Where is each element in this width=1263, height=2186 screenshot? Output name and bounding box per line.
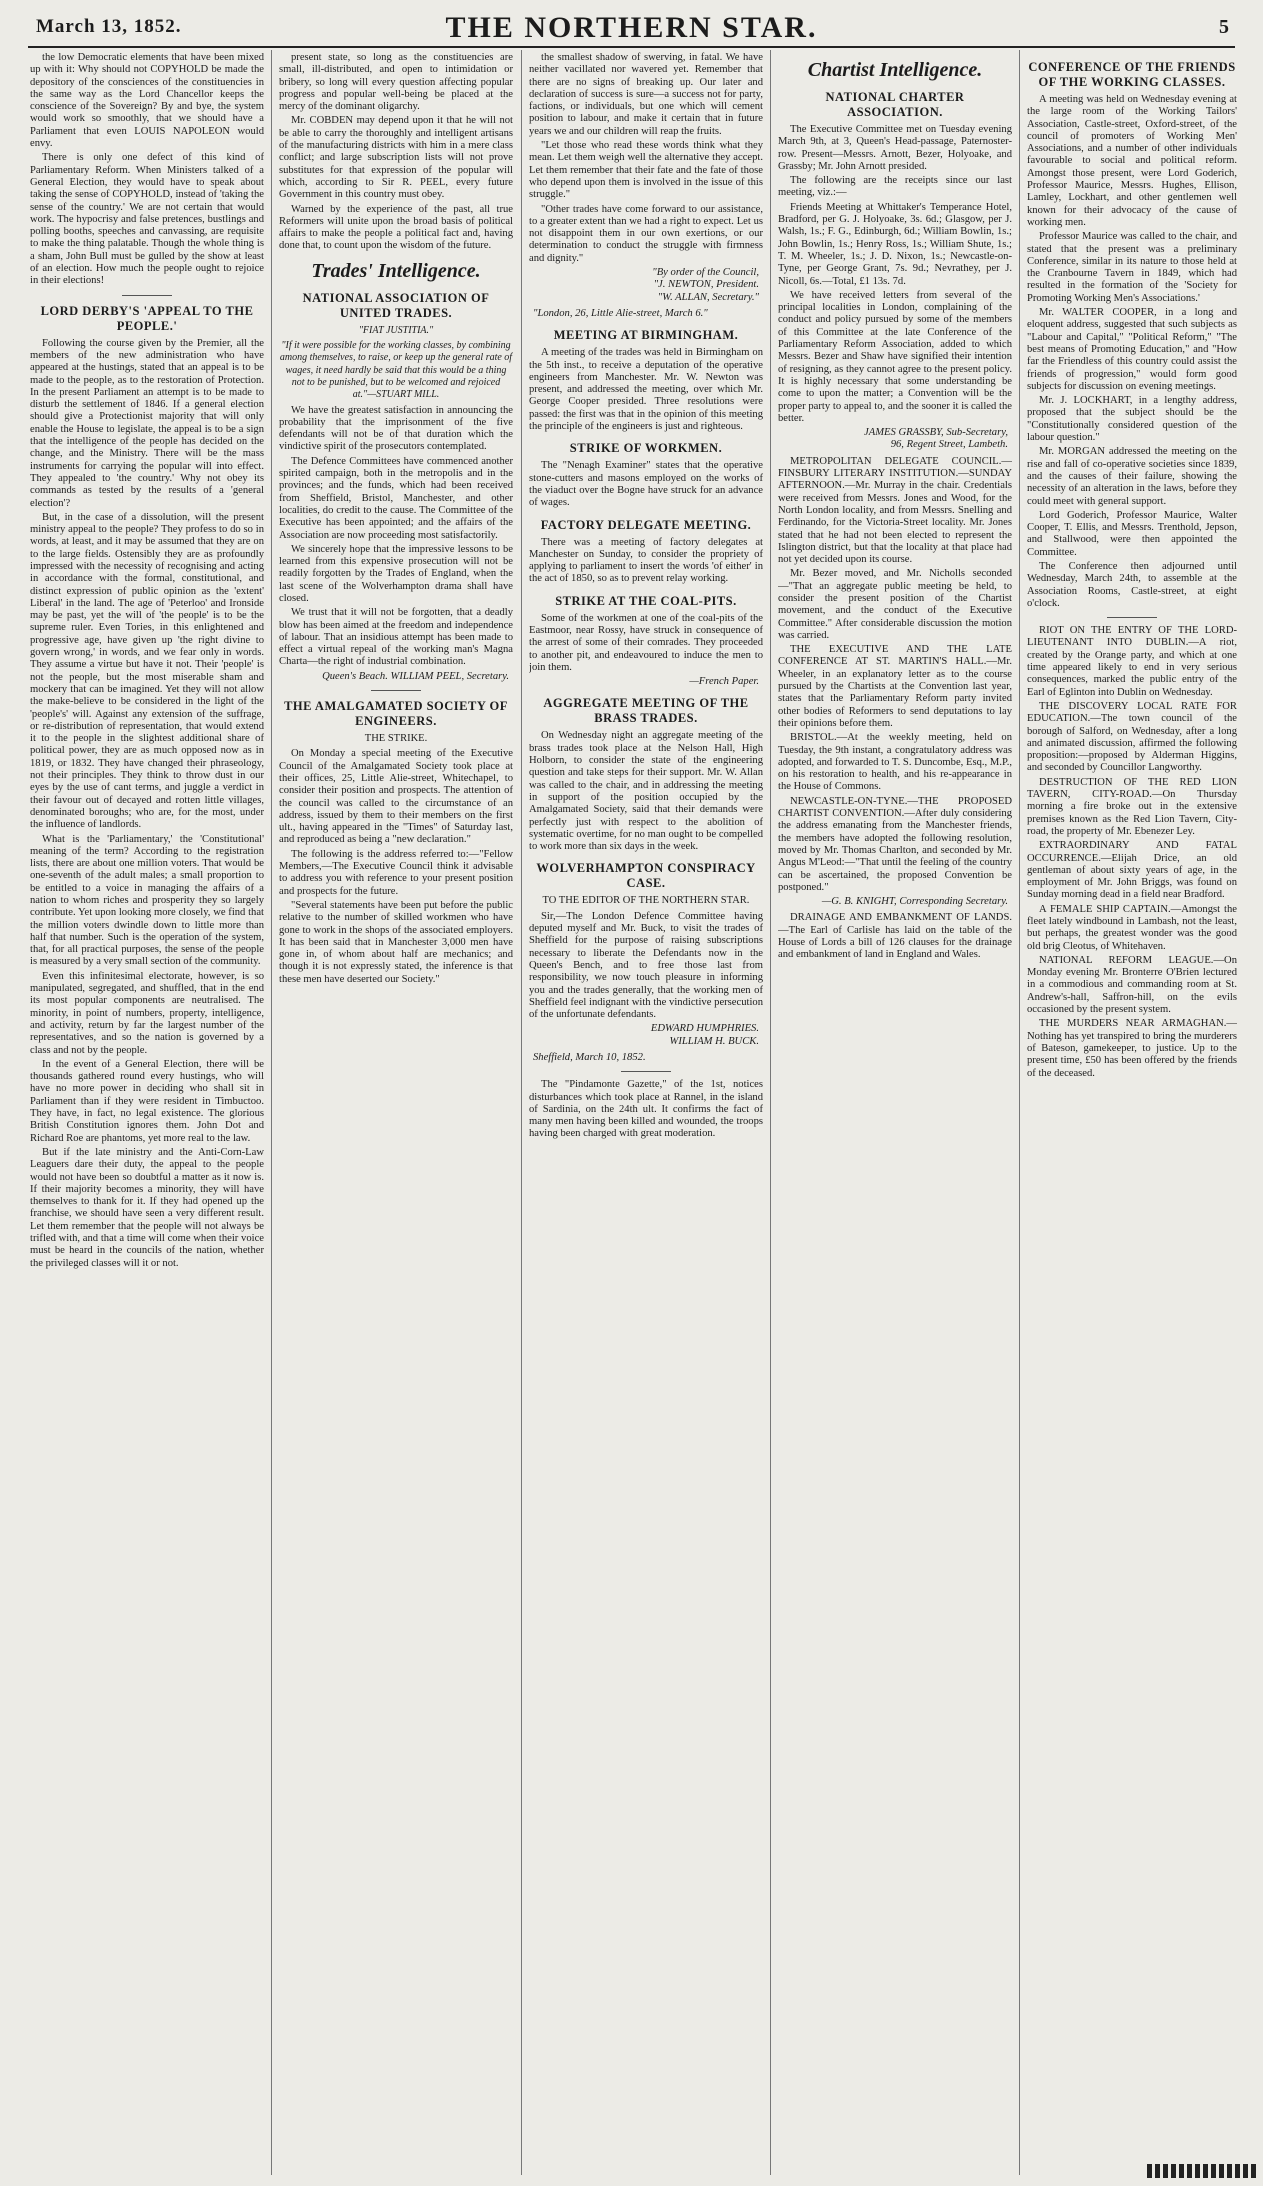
article-paragraph: the low Democratic elements that have been mixed up with it: Why should not COPYHOLD be made the depository of the consciences of the constituencies in the same way as the Lord Chancellor keeps the conscience of the Sovereign? By and bye, the system would work so smoothly, that we should have a Parliament that even LOUIS NAPOLEON would envy. xyxy=(30,52,264,150)
article-paragraph: METROPOLITAN DELEGATE COUNCIL.—FINSBURY LITERARY INSTITUTION.—SUNDAY AFTERNOON.—Mr. Murray in the chair. Credentials were received from Messrs. Jones and Wood, for the North London locality, and from Messrs. Snelling and Ferdinando, for the Victoria-Street locality. Mr. Jones stated that he had not been elected to represent the Islington district, but that the locality at that place had not yet decided upon its course. xyxy=(778,455,1012,566)
article-paragraph: A meeting of the trades was held in Birmingham on the 5th inst., to receive a deputation of the operative engineers from Manchester. Mr. W. Newton was present, and addressed the meeting, over which Mr. George Cooper presided. Three resolutions were passed: the first was that in the opinion of this meeting the principle of the engineers is just and righteous. xyxy=(529,347,763,433)
separator xyxy=(371,690,421,691)
column-rule xyxy=(770,50,771,2175)
article-heading: NATIONAL CHARTER ASSOCIATION. xyxy=(825,90,965,119)
signature: EDWARD HUMPHRIES. WILLIAM H. BUCK. xyxy=(650,1023,759,1047)
article-paragraph: "Several statements have been put before the public relative to the number of skilled workmen who have gone to work in the shops of the associated employers. It has been said that in Manchester 3,000 men have gone in, of whom about half are mechanics; and though it is not expressly stated, the inference is that these men have deserted our Society." xyxy=(279,899,513,985)
article-paragraph: NATIONAL REFORM LEAGUE.—On Monday evening Mr. Bronterre O'Brien lectured in a commodious and commanding room at St. Andrew's-hall, Saffron-hill, on the evils occasioned by the present system. xyxy=(1027,954,1237,1016)
article-paragraph: EXTRAORDINARY AND FATAL OCCURRENCE.—Elijah Drice, an old gentleman of about sixty years of age, in the employment of Mr. John Briggs, was found on Sunday morning dead in a field near Bradford. xyxy=(1027,840,1237,901)
article-paragraph: A FEMALE SHIP CAPTAIN.—Amongst the fleet lately windbound in Lambash, not the least, but perhaps, the greatest wonder was the good old brig Cleotus, of Whitehaven. xyxy=(1027,903,1237,952)
epigraph: "If it were possible for the working classes, by combining among themselves, to raise, or keep up the general rate of wages, it need hardly be said that this would be a thing not to be punished, but to be welcomed and rejoiced at."—STUART MILL. xyxy=(279,340,513,401)
article-paragraph: Following the course given by the Premier, all the members of the new administration who have appeared at the hustings, stated that an appeal is to be made to the people, as to the restoration of Protection. In the present Parliament an attempt is to be made to disturb the settlement of 1846. If a general election should give a Protectionist majority that will only enable the House to legislate, the appeal is to be a sign that the intelligence of the people has decided on the change, and the Ministry. There will be the mass instruments for carrying the popular will into effect. They appealed to 'the country.' Why not obey its commands as tested by the results of a 'general election'? xyxy=(30,337,264,509)
article-paragraph: THE DISCOVERY LOCAL RATE FOR EDUCATION.—The town council of the borough of Salford, on Wednesday, after a long and animated discussion, affirmed the following proposition:—proposed by Alderman Higgins, and seconded by Councillor Langworthy. xyxy=(1027,700,1237,774)
separator xyxy=(621,1071,671,1072)
article-paragraph: The following are the receipts since our last meeting, viz.:— xyxy=(778,175,1012,199)
signature: —G. B. KNIGHT, Corresponding Secretary. xyxy=(821,896,1008,908)
article-paragraph: What is the 'Parliamentary,' the 'Constitutional' meaning of the term? According to the registration lists, there are about one million voters. That would be one-seventh of the adult males; a small proportion to be entitled to a voice in managing the affairs of a nation to whom riches and prosperity they so largely contribute. Yet upon looking more closely, we find that the million voters dwindle down to little more than half that number. Such is the operation of the system, that, for all practical purposes, the sense of the people is measured by a very small section of the community. xyxy=(30,833,264,968)
article-heading: LORD DERBY'S 'APPEAL TO THE PEOPLE.' xyxy=(40,303,254,333)
article-paragraph: On Monday a special meeting of the Executive Council of the Amalgamated Society took place at their offices, 25, Little Alie-street, Whitechapel, to consider their position and prospects. The attention of the council was called to the circumstance of an address, issued by them to their members on the first ult., having appeared in the "Times" of Saturday last, and reproduced as being a "new declaration." xyxy=(279,748,513,846)
article-heading: MEETING AT BIRMINGHAM. xyxy=(553,328,739,343)
article-paragraph: Professor Maurice was called to the chair, and stated that the present was a preliminary Conference, similar in its nature to those held at the Cranbourne Tavern in 1849, which had resulted in the formation of the 'Society for Promoting Working Men's Associations.' xyxy=(1027,231,1237,304)
newspaper-title: THE NORTHERN STAR. xyxy=(445,11,818,44)
article-paragraph: But if the late ministry and the Anti-Corn-Law Leaguers dare their duty, the appeal to the people would not have been so doubtful a matter as it now is. If their majority becomes a minority, they will have themselves to thank for it. If they had opened up the franchise, we should have seen a very different result. Let them remember that the people will not always be trifled with, and that a time will come when their voice must be heard in the councils of the nation, whether the privileged classes will it or not. xyxy=(30,1146,264,1269)
signature: "By order of the Council, "J. NEWTON, President. "W. ALLAN, Secretary." xyxy=(652,267,759,303)
article-paragraph: present state, so long as the constituencies are small, ill-distributed, and open to intimidation or bribery, so long will every question affecting popular progress and popular well-being be placed at the mercy of the dominant oligarchy. xyxy=(279,52,513,113)
column-1 xyxy=(30,52,264,2172)
article-heading: AGGREGATE MEETING OF THE BRASS TRADES. xyxy=(543,696,749,726)
article-heading: FACTORY DELEGATE MEETING. xyxy=(540,517,752,532)
page-number: 5 xyxy=(1219,16,1229,38)
article-paragraph: We have the greatest satisfaction in announcing the probability that the imprisonment of the five defendants will not be of that duration which the vindictive spirit of the prosecutors contemplated. xyxy=(279,404,513,453)
article-paragraph: Mr. WALTER COOPER, in a long and eloquent address, suggested that such subjects as "Labour and Capital," "Political Reform," "The best means of Promoting Education," and "How far the Friendless of this country could assist the friends of progression," would form good subjects for discussion on evening meetings. xyxy=(1027,307,1237,392)
article-paragraph: We have received letters from several of the principal localities in London, complaining of the conduct and policy pursued by some of the members of this Committee at the late Conference of the Parliamentary Reform Association, added to which Messrs. Bezer and Shaw have signified their intention of resigning, as they cannot agree to the present policy. It is highly necessary that some understanding be come to upon the matter; a Convention will be the proper party to appeal to, and the sooner it is called the better. xyxy=(778,289,1012,424)
article-paragraph: The Conference then adjourned until Wednesday, March 24th, to assemble at the Association Rooms, Castle-street, at eight o'clock. xyxy=(1027,560,1237,609)
issue-date: March 13, 1852. xyxy=(36,16,182,37)
motto: "FIAT JUSTITIA." xyxy=(358,324,434,336)
article-paragraph: NEWCASTLE-ON-TYNE.—THE PROPOSED CHARTIST CONVENTION.—After duly considering the address emanating from the Manchester friends, the members have adopted the following resolution, moved by Mr. Thomas Charlton, and seconded by Mr. Angus M'Leod:—"That until the feeling of the country can be ascertained, the proposed Convention be postponed." xyxy=(778,795,1012,893)
article-subheading: THE STRIKE. xyxy=(364,733,428,745)
article-paragraph: The "Pindamonte Gazette," of the 1st, notices disturbances which took place at Rannel, in the island of Sardinia, on the 24th ult. It confirms the fact of many men having been killed and wounded, the troops having been charged with great moderation. xyxy=(529,1079,763,1140)
article-paragraph: "Other trades have come forward to our assistance, to a greater extent than we had a right to expect. Let us not disappoint them in our own exertions, or our determination to conduct the struggle with firmness and dignity." xyxy=(529,203,763,264)
article-paragraph: Mr. J. LOCKHART, in a lengthy address, proposed that the subject should be the "Constitutionally considered question of the labour question." xyxy=(1027,395,1237,444)
article-paragraph: There is only one defect of this kind of Parliamentary Reform. When Ministers talked of a General Election, they would have to speak about taking the sense of COPYHOLD, instead of 'taking the sense of the country.' We are not certain that would work. The hypocrisy and false pretences, bustlings and polling booths, speeches and canvassing, are requisite to make the thing palatable. Though the whole thing is a sham, John Bull must be gulled by the show at least of an election. How much the people ought to rejoice in their elections! xyxy=(30,152,264,287)
article-paragraph: A meeting was held on Wednesday evening at the large room of the Working Tailors' Association, Castle-street, Oxford-street, of the council of promoters of Working Men' Associations, and a number of other individuals favourable to social and political reform. Amongst those present, were Lord Goderich, Professor Maurice, Messrs. Hughes, Ellison, Lamley, Lockhart, and other gentlemen well known for their advocacy of the cause of working men. xyxy=(1027,94,1237,228)
article-paragraph: But, in the case of a dissolution, will the present ministry appeal to the people? They profess to do so in words, at least, and it may be assumed that they are on to the large fields. Ostensibly they are as profoundly impressed with the necessity of recognising and acting in accordance with the formal, constitutional, and distinct expression of public opinion as the 'extent' Liberal' in the land. The age of 'Peterloo' and Ironside may be past, yet the will of 'the people' is to be the supreme ruler. Even Tories, in this enlightened and progressive age, have given up 'the right divine to govern wrong,' in words, and we fear only in words. They assume a virtue but have it not. Their 'people' is not the people, but the most miserable sham and mockery that can be imagined. Yet they will not allow the make-believe to be considered in the light of the 'people's' will. Against any extension of the suffrage, or re-distribution of representation, that would extend it to the people in the slightest additional share of political power, they are as much opposed now as in 1819, or 1832. They have changed their phraseology, not their principles. They think to throw dust in our eyes by the use of cant terms, and juggle a verdict in their favour out of decayed and rotten little villages, denominated boroughs; who are, for the most, under the influence of landlords. xyxy=(30,511,264,831)
article-paragraph: On Wednesday night an aggregate meeting of the brass trades took place at the Nelson Hall, High Holborn, to consider the state of the engineering question and take steps for their support. Mr. W. Allan was called to the chair, and in addressing the meeting in support of the position occupied by the Amalgamated Society, said that their demands were perfectly just with respect to the abolition of systematic overtime, for no man ought to be compelled to work more than six days in the week. xyxy=(529,730,763,853)
article-paragraph: We trust that it will not be forgotten, that a deadly blow has been aimed at the freedom and independence of labour. That an insidious attempt has been made to effect a virtual repeal of the working man's Magna Charta—the right of industrial combination. xyxy=(279,607,513,668)
letter-address: TO THE EDITOR OF THE NORTHERN STAR. xyxy=(542,895,750,907)
column-3 xyxy=(529,52,763,2172)
article-heading: STRIKE AT THE COAL-PITS. xyxy=(555,593,737,608)
column-rule xyxy=(271,50,272,2175)
article-heading: WOLVERHAMPTON CONSPIRACY CASE. xyxy=(536,861,756,891)
article-paragraph: We sincerely hope that the impressive lessons to be learned from this expensive prosecution will not be readily forgotten by the Trades of England, when the last scene of the Wolverhampton drama shall have closed. xyxy=(279,543,513,604)
article-paragraph: The "Nenagh Examiner" states that the operative stone-cutters and masons employed on the works of the viaduct over the Bogne have struck for an advance of wages. xyxy=(529,460,763,509)
article-paragraph: Even this infinitesimal electorate, however, is so manipulated, segregated, and shuffled, that in the end its most popular components are neutralised. The minority, in point of numbers, property, intelligence, and activity, return by far the largest number of the representatives, and so the nation is governed by a class and not by the people. xyxy=(30,970,264,1056)
masthead xyxy=(28,8,1235,48)
article-paragraph: The following is the address referred to:—"Fellow Members,—The Executive Council think it advisable to address you with reference to your present position and prospects for the future. xyxy=(279,848,513,897)
article-paragraph: DESTRUCTION OF THE RED LION TAVERN, CITY-ROAD.—On Thursday morning a fire broke out in the extensive premises known as the Red Lion Tavern, City-road, the property of Mr. Ebenezer Ley. xyxy=(1027,776,1237,837)
separator xyxy=(122,295,172,296)
article-paragraph: "Let those who read these words think what they mean. Let them weigh well the alternative they accept. Let them remember that their fate and the fate of those who depend upon them is involved in the issue of this struggle." xyxy=(529,140,763,201)
column-rule xyxy=(521,50,522,2175)
article-paragraph: BRISTOL.—At the weekly meeting, held on Tuesday, the 9th instant, a congratulatory address was adopted, and forwarded to T. S. Duncombe, Esq., M.P., on his restoration to health, and his re-appearance in the House of Commons. xyxy=(778,732,1012,793)
article-paragraph: Mr. COBDEN may depend upon it that he will not be able to carry the thoroughly and intelligent artisans of the manufacturing districts with him in a mere class conflict; and large subscription lists will not prove substitutes for that expression of the popular will which, according to Sir R. PEEL, every future Government in this country must obey. xyxy=(279,115,513,201)
article-paragraph: Lord Goderich, Professor Maurice, Walter Cooper, T. Ellis, and Messrs. Trenthold, Jepson, and Stallwood, were then appointed the Committee. xyxy=(1027,509,1237,558)
column-2 xyxy=(279,52,513,2172)
dateline: "London, 26, Little Alie-street, March 6." xyxy=(533,307,708,319)
article-paragraph: Mr. Bezer moved, and Mr. Nicholls seconded—"That an aggregate public meeting be held, to consider the present position of the Chartist movement, and the conduct of the Executive Committee." After considerable discussion the motion was carried. xyxy=(778,568,1012,641)
column-rule xyxy=(1019,50,1020,2175)
signature: JAMES GRASSBY, Sub-Secretary, 96, Regent Street, Lambeth. xyxy=(864,427,1008,451)
article-paragraph: Some of the workmen at one of the coal-pits of the Eastmoor, near Rossy, have struck in consequence of the arrest of some of their comrades. They proceeded to another pit, and endeavoured to induce the men to join them. xyxy=(529,612,763,673)
article-paragraph: Warned by the experience of the past, all true Reformers will unite upon the broad basis of political affairs to make the people a political fact and, having done that, to count upon the wisdom of the future. xyxy=(279,203,513,252)
article-paragraph: The Executive Committee met on Tuesday evening March 9th, at 3, Queen's Head-passage, Paternoster-row. Present—Messrs. Arnott, Bezer, Holyoake, and Grassby; Mr. John Arnott presided. xyxy=(778,124,1012,172)
dateline: Sheffield, March 10, 1852. xyxy=(533,1052,646,1063)
article-paragraph: RIOT ON THE ENTRY OF THE LORD-LIEUTENANT INTO DUBLIN.—A riot, created by the Orange party, and which at one time appeared likely to end in very serious consequences, marked the public entry of the Earl of Eglinton into Dublin on Wednesday. xyxy=(1027,625,1237,698)
article-paragraph: the smallest shadow of swerving, in fatal. We have neither vacillated nor wavered yet. Remember that there are no signs of breaking up. Our later and declaration of success is sure—a success not for party, factions, or individuals, but one which will cement position to labour, and make it certain that in future years we and our children will reap the fruits. xyxy=(529,52,763,137)
article-paragraph: In the event of a General Election, there will be thousands gathered round every hustings, who will have no more power in deciding who shall sit in Parliament than if they were resident in Timbuctoo. They have, in fact, no legal existence. The glorious British Constitution ignores them. John Dot and Richard Roe are phantoms, yet more real to the law. xyxy=(30,1058,264,1144)
section-heading: Trades' Intelligence. xyxy=(311,259,481,282)
signature: Queen's Beach. WILLIAM PEEL, Secretary. xyxy=(322,670,509,682)
source-credit: —French Paper. xyxy=(689,676,759,688)
article-paragraph: DRAINAGE AND EMBANKMENT OF LANDS.—The Earl of Carlisle has laid on the table of the House of Lords a bill of 126 clauses for the drainage and embankment of land in England and Wales. xyxy=(778,912,1012,961)
article-paragraph: The Defence Committees have commenced another spirited campaign, both in the metropolis and in the provinces; and the funds, which had been received from Sheffield, Bristol, Manchester, and other localities, do credit to the cause. The Committee of the Executive has been appointed; and the affairs of the Association are now proceeding most satisfactorily. xyxy=(279,455,513,541)
article-paragraph: Mr. MORGAN addressed the meeting on the rise and fall of co-operative societies since 1839, and the causes of their failure, showing the necessity of an alteration in the laws, before they could meet with general support. xyxy=(1027,446,1237,507)
article-paragraph: Sir,—The London Defence Committee having deputed myself and Mr. Buck, to visit the trades of Sheffield for the purpose of raising subscriptions necessary to liberate the Defendants now in the Queen's Bench, and to free those last from responsibility, we now touch pleasure in informing you and the trades generally, that the working men of Sheffield feel indignant with the vindictive persecution of the unfortunate defendants. xyxy=(529,910,763,1021)
article-heading: STRIKE OF WORKMEN. xyxy=(569,441,723,456)
separator xyxy=(1107,617,1157,618)
article-heading: CONFERENCE OF THE FRIENDS OF THE WORKING CLASSES. xyxy=(1028,60,1236,89)
article-heading: THE AMALGAMATED SOCIETY OF ENGINEERS. xyxy=(284,699,508,729)
article-paragraph: THE MURDERS NEAR ARMAGHAN.—Nothing has yet transpired to bring the murderers of Bateson, gamekeeper, to justice. Up to the present time, £50 has been offered by the friends of the deceased. xyxy=(1027,1018,1237,1079)
article-paragraph: There was a meeting of factory delegates at Manchester on Sunday, to consider the propriety of applying to parliament to insert the words 'of either' in the act of 1850, so as to prevent relay working. xyxy=(529,536,763,585)
article-paragraph: Friends Meeting at Whittaker's Temperance Hotel, Bradford, per G. J. Holyoake, 3s. 6d.; Glasgow, per J. Walsh, 1s.; F. G., Edinburgh, 6d.; William Bowlin, 1s.; John Bowlin, 1s.; Henry Ross, 1s.; William Shute, 1s.; T. M. Wheeler, 1s.; J. D. Nixon, 1s.; Newcastle-on-Tyne, per George Grant, 7s. 9d.; Nevrathey, per J. Nicoll, 6s.—Total, £1 13s. 7d. xyxy=(778,201,1012,287)
column-4 xyxy=(778,52,1012,2172)
section-heading: Chartist Intelligence. xyxy=(807,59,983,81)
column-5 xyxy=(1027,52,1237,2172)
printer-mark xyxy=(1147,2164,1257,2178)
article-paragraph: THE EXECUTIVE AND THE LATE CONFERENCE AT ST. MARTIN'S HALL.—Mr. Wheeler, in an explanatory letter as to the course pursued by the Chartists at the Convention last year, states that the Parliamentary Reform party invited other bodies of Reformers to send deputations to lay their opinions before them. xyxy=(778,644,1012,729)
article-heading: NATIONAL ASSOCIATION OF UNITED TRADES. xyxy=(302,290,490,320)
